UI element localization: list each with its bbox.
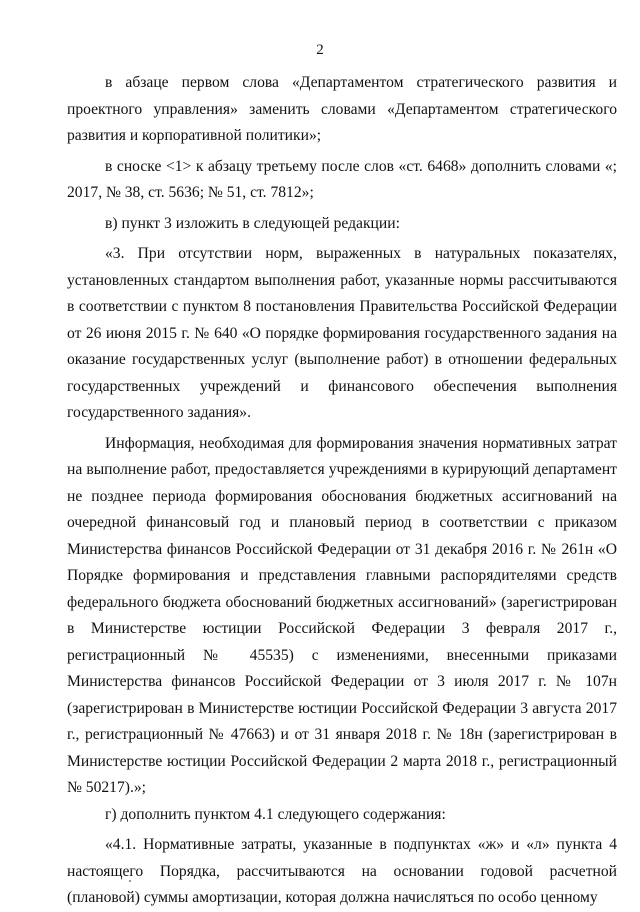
paragraph-item-v: в) пункт 3 изложить в следующей редакции: [105,214,400,232]
scan-speck [129,880,131,882]
paragraph-department-rename: в абзаце первом слова «Департаментом стратегического развития и проектного управления» заменить словами «Департаментом стратегического развития и корпоративной политики»; [67,74,617,144]
paragraph-information: Информация, необходимая для формирования значения нормативных затрат на выполнение работ, предоставляется учреждениями в курирующий департамент не позднее периода формирования обоснования бюджетных ассигнований на очередной финансовый год и плановый период в соответствии с приказом Министерства финансов Российской Федерации от 31 декабря 2016 г. № 261н «О Порядке формирования и представления главными распорядителями средств федерального бюджета обоснований бюджетных ассигнований» (зарегистрирован в Министерстве юстиции Российской Федерации 3 февраля 2017 г., регистрационный № 45535) с изменениями, внесенными приказами Министерства финансов Российской Федерации от 3 июля 2017 г. № 107н (зарегистрирован в Министерстве юстиции Российской Федерации 3 августа 2017 г., регистрационный № 47663) и от 31 января 2018 г. № 18н (зарегистрирован в Министерстве юстиции Российской Федерации 2 марта 2018 г., регистрационный № 50217).»; [67,434,617,796]
page-number: 2 [316,42,324,58]
paragraph-footnote-addition: в сноске <1> к абзацу третьему после слов «ст. 6468» дополнить словами «; 2017, № 38, ст. 5636; № 51, ст. 7812»; [67,157,617,201]
document-body [67,70,617,912]
paragraph-point-3: «3. При отсутствии норм, выраженных в натуральных показателях, установленных стандартом выполнения работ, указанные нормы рассчитываются в соответствии с пунктом 8 постановления Правительства Российской Федерации от 26 июня 2015 г. № 640 «О порядке формирования государственного задания на оказание государственных услуг (выполнение работ) в отношении федеральных государственных учреждений и финансового обеспечения выполнения государственного задания». [67,245,617,421]
paragraph-point-4-1: «4.1. Нормативные затраты, указанные в подпунктах «ж» и «л» пункта 4 настоящего Порядка, рассчитываются на основании годовой расчетной (плановой) суммы амортизации, которая должна начисляться по особо ценному [67,836,617,906]
paragraph-item-g: г) дополнить пунктом 4.1 следующего содержания: [105,805,446,823]
